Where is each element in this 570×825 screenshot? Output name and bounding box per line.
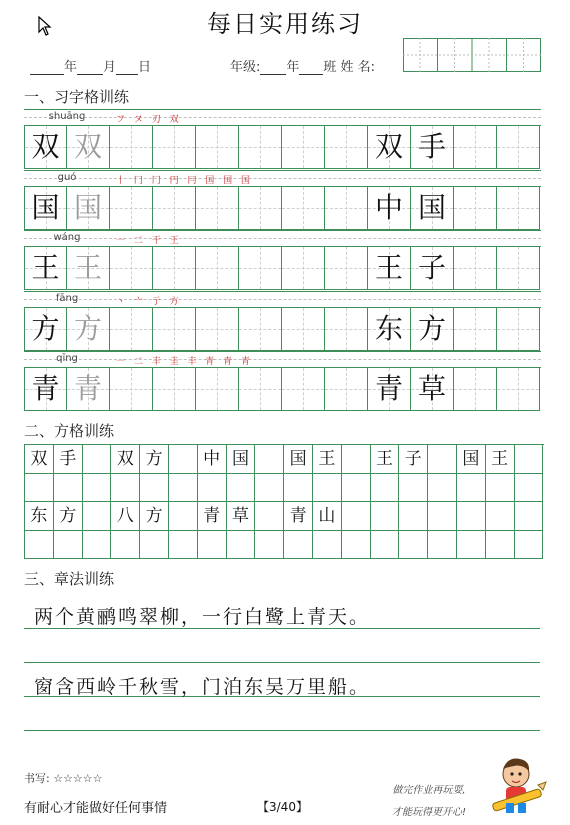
tianzige-cell[interactable] xyxy=(153,368,196,411)
stroke-order: 一 二 丰 圭 丰 青 青 青 xyxy=(116,357,254,368)
tianzige-cell[interactable] xyxy=(110,187,153,230)
page-title: 每日实用练习 xyxy=(207,10,363,38)
tianzige-cell[interactable] xyxy=(454,247,497,290)
grid-cell[interactable] xyxy=(198,531,227,560)
tianzige-cell[interactable] xyxy=(196,368,239,411)
pinyin-band xyxy=(24,351,541,368)
grid-cell[interactable]: 国 xyxy=(227,445,256,474)
tianzige-cell[interactable] xyxy=(153,308,196,351)
model-char: 王 xyxy=(374,251,403,285)
trace-char: 国 xyxy=(73,190,102,224)
grid-cell[interactable]: 双 xyxy=(25,445,54,474)
tianzige-cell[interactable] xyxy=(368,247,411,290)
pinyin: wáng xyxy=(53,232,81,244)
tianzige-cell[interactable] xyxy=(239,308,282,351)
grid-cell[interactable]: 山 xyxy=(313,502,342,531)
slogan xyxy=(392,780,466,824)
model-char: 手 xyxy=(417,130,446,163)
tianzige-cell[interactable] xyxy=(368,187,411,230)
grid-cell[interactable] xyxy=(54,474,83,503)
grid-cell[interactable] xyxy=(313,474,342,503)
boy-with-pencil-illustration xyxy=(486,752,548,816)
tianzige-cell[interactable] xyxy=(67,247,110,290)
tianzige-cell[interactable] xyxy=(325,126,368,169)
practice-row xyxy=(24,170,541,231)
tianzige-cell[interactable] xyxy=(153,247,196,290)
grid-cell[interactable]: 王 xyxy=(486,445,515,474)
tianzige-cell[interactable] xyxy=(497,187,540,230)
grid-cell[interactable] xyxy=(227,531,256,560)
model-char: 双 xyxy=(374,130,403,163)
verse-line-2: 窗含西岭千秋雪，门泊东吴万里船。 xyxy=(34,676,371,698)
tianzige-cell[interactable] xyxy=(110,126,153,169)
model-char: 方 xyxy=(417,311,446,345)
pinyin: fāng xyxy=(55,292,79,304)
grid-cell[interactable] xyxy=(255,502,284,531)
grid-cell[interactable] xyxy=(255,445,284,474)
tianzige-cell[interactable] xyxy=(368,126,411,169)
tianzige-cell[interactable] xyxy=(24,187,67,230)
tianzige-cell[interactable] xyxy=(110,368,153,411)
tianzige-cell[interactable] xyxy=(411,247,454,290)
grid-cell[interactable] xyxy=(371,474,400,503)
grid-cell[interactable]: 手 xyxy=(54,445,83,474)
grid-cell[interactable] xyxy=(140,474,169,503)
tianzige-cell[interactable] xyxy=(282,126,325,169)
tianzige-cell[interactable] xyxy=(239,187,282,230)
verse-line-1: 两个黄鹂鸣翠柳，一行白鹭上青天。 xyxy=(34,606,371,628)
grid-cell[interactable] xyxy=(111,474,140,503)
grid-cell[interactable]: 草 xyxy=(227,502,256,531)
grid-cell[interactable] xyxy=(83,474,112,503)
page-number: 【3/40】 xyxy=(257,800,308,814)
trace-char: 青 xyxy=(73,372,102,406)
grid-cell[interactable] xyxy=(111,531,140,560)
grid-cell[interactable] xyxy=(140,531,169,560)
pinyin-band xyxy=(24,291,541,308)
tianzige-cell[interactable] xyxy=(24,368,67,411)
trace-char: 双 xyxy=(73,130,102,163)
grid-cell[interactable] xyxy=(371,531,400,560)
tianzige-cell[interactable] xyxy=(239,126,282,169)
tianzige-cell[interactable] xyxy=(454,126,497,169)
grid-row xyxy=(25,502,544,531)
pinyin-band xyxy=(24,230,541,247)
model-char: 国 xyxy=(417,190,446,224)
grid-cell[interactable]: 中 xyxy=(198,445,227,474)
practice-row xyxy=(24,109,541,170)
tianzige-cell[interactable] xyxy=(282,368,325,411)
grid-cell[interactable] xyxy=(169,531,198,560)
trace-char: 王 xyxy=(73,251,102,285)
model-char: 国 xyxy=(31,190,60,224)
grid-cell[interactable] xyxy=(515,531,544,560)
grid-cell[interactable] xyxy=(515,474,544,503)
grid-cell[interactable] xyxy=(399,474,428,503)
slogan-line-1: 做完作业再玩耍, xyxy=(392,785,466,796)
stroke-order: フ ヌ 刃 双 xyxy=(116,115,182,125)
pinyin: guó xyxy=(57,171,77,183)
grid-cell[interactable]: 子 xyxy=(399,445,428,474)
tianzige-cell[interactable] xyxy=(110,308,153,351)
practice-row xyxy=(24,230,541,291)
trace-char: 方 xyxy=(73,311,102,345)
grid-cell[interactable] xyxy=(486,502,515,531)
tianzige-cell[interactable] xyxy=(497,368,540,411)
grid-cell[interactable] xyxy=(25,531,54,560)
tianzige-cell[interactable] xyxy=(411,368,454,411)
grid-cell[interactable] xyxy=(227,474,256,503)
grid-cell[interactable] xyxy=(399,502,428,531)
grid-cell[interactable]: 王 xyxy=(313,445,342,474)
pinyin: qīng xyxy=(56,353,78,365)
section3-heading: 三、章法训练 xyxy=(24,570,115,588)
grid-cell[interactable] xyxy=(457,502,486,531)
tianzige-cell[interactable] xyxy=(282,247,325,290)
tianzige-cell[interactable] xyxy=(67,187,110,230)
date-line: 年 月 日 xyxy=(30,56,151,75)
grid-cell[interactable]: 双 xyxy=(111,445,140,474)
tianzige-cell[interactable] xyxy=(196,308,239,351)
stroke-order: 丨 冂 冂 円 冃 国 国 国 xyxy=(116,175,254,186)
grid-cell[interactable] xyxy=(83,531,112,560)
grid-cell[interactable] xyxy=(313,531,342,560)
grid-cell[interactable] xyxy=(457,531,486,560)
model-char: 东 xyxy=(374,311,403,345)
tianzige-cell[interactable] xyxy=(24,247,67,290)
grid-cell[interactable] xyxy=(169,502,198,531)
tianzige-cell[interactable] xyxy=(325,368,368,411)
practice-row xyxy=(24,291,541,352)
practice-row xyxy=(24,351,541,412)
grid-cell[interactable] xyxy=(486,474,515,503)
tianzige-cell[interactable] xyxy=(196,247,239,290)
grid-cell[interactable]: 国 xyxy=(457,445,486,474)
grid-row xyxy=(25,531,544,560)
grid-cell[interactable]: 东 xyxy=(25,502,54,531)
writing-line[interactable] xyxy=(24,730,540,731)
grid-cell[interactable] xyxy=(428,531,457,560)
model-char: 子 xyxy=(417,251,446,285)
grid-cell[interactable] xyxy=(169,474,198,503)
grid-cell[interactable] xyxy=(342,474,371,503)
tianzige-cell[interactable] xyxy=(196,126,239,169)
tianzige-cell[interactable] xyxy=(67,126,110,169)
model-char: 青 xyxy=(31,372,60,406)
tianzige-cell[interactable] xyxy=(239,368,282,411)
grid-cell[interactable] xyxy=(457,474,486,503)
grid-cell[interactable]: 国 xyxy=(284,445,313,474)
grid-cell[interactable] xyxy=(486,531,515,560)
tianzige-cell[interactable] xyxy=(24,308,67,351)
grid-cell[interactable] xyxy=(515,445,544,474)
grid-cell[interactable] xyxy=(428,445,457,474)
tianzige-cell[interactable] xyxy=(454,368,497,411)
model-char: 中 xyxy=(374,190,403,224)
grid-cell[interactable] xyxy=(515,502,544,531)
tianzige-cell[interactable] xyxy=(153,187,196,230)
tianzige-cell[interactable] xyxy=(67,368,110,411)
tianzige-cell[interactable] xyxy=(454,187,497,230)
tianzige-cell[interactable] xyxy=(153,126,196,169)
tianzige-cell[interactable] xyxy=(282,187,325,230)
grid-cell[interactable]: 方 xyxy=(54,502,83,531)
grid-cell[interactable]: 八 xyxy=(111,502,140,531)
name-grid[interactable] xyxy=(403,38,541,72)
grid-cell[interactable] xyxy=(83,445,112,474)
grid-cell[interactable] xyxy=(284,474,313,503)
tianzige-cell[interactable] xyxy=(239,247,282,290)
tianzige-cell[interactable] xyxy=(67,308,110,351)
section2-heading: 二、方格训练 xyxy=(24,422,115,440)
tianzige-cell[interactable] xyxy=(411,187,454,230)
grid-cell[interactable]: 方 xyxy=(140,445,169,474)
square-grid xyxy=(24,444,544,559)
model-char: 王 xyxy=(31,251,60,285)
writing-line[interactable] xyxy=(24,662,540,663)
section1-heading: 一、习字格训练 xyxy=(24,88,130,106)
grid-cell[interactable] xyxy=(342,502,371,531)
grid-cell[interactable] xyxy=(255,474,284,503)
stroke-order: 一 二 干 王 xyxy=(116,236,182,247)
grid-cell[interactable] xyxy=(25,474,54,503)
grid-cell[interactable] xyxy=(198,474,227,503)
motto: 有耐心才能做好任何事情 xyxy=(24,801,168,816)
pinyin: shuāng xyxy=(48,111,86,122)
grid-cell[interactable] xyxy=(371,502,400,531)
tianzige-cell[interactable] xyxy=(411,126,454,169)
grid-cell[interactable] xyxy=(255,531,284,560)
tianzige-cell[interactable] xyxy=(325,187,368,230)
tianzige-cell[interactable] xyxy=(282,308,325,351)
rating-stars: 书写: ☆☆☆☆☆ xyxy=(24,772,103,785)
tianzige-cell[interactable] xyxy=(411,308,454,351)
practice-grid xyxy=(24,109,541,412)
grid-cell[interactable]: 王 xyxy=(371,445,400,474)
slogan-line-2: 才能玩得更开心! xyxy=(392,807,467,818)
grid-cell[interactable]: 青 xyxy=(198,502,227,531)
tianzige-cell[interactable] xyxy=(325,308,368,351)
tianzige-cell[interactable] xyxy=(196,187,239,230)
tianzige-cell[interactable] xyxy=(325,247,368,290)
tianzige-cell[interactable] xyxy=(497,308,540,351)
grid-cell[interactable] xyxy=(428,474,457,503)
tianzige-cell[interactable] xyxy=(368,368,411,411)
grid-cell[interactable] xyxy=(428,502,457,531)
tianzige-cell[interactable] xyxy=(497,126,540,169)
tianzige-cell[interactable] xyxy=(110,247,153,290)
tianzige-cell[interactable] xyxy=(368,308,411,351)
class-name-line: 年级: 年 班 姓 名: xyxy=(230,60,376,75)
stroke-order: 丶 亠 亍 方 xyxy=(116,296,182,307)
grid-cell[interactable] xyxy=(169,445,198,474)
tianzige-cell[interactable] xyxy=(24,126,67,169)
grid-cell[interactable] xyxy=(342,445,371,474)
model-char: 青 xyxy=(374,372,403,406)
grid-row xyxy=(25,445,544,474)
grid-cell[interactable]: 青 xyxy=(284,502,313,531)
grid-cell[interactable] xyxy=(399,531,428,560)
pinyin-band xyxy=(24,170,541,187)
grid-row xyxy=(25,474,544,503)
pinyin-band xyxy=(24,109,541,126)
model-char: 草 xyxy=(417,372,446,406)
grid-cell[interactable] xyxy=(54,531,83,560)
grid-cell[interactable] xyxy=(284,531,313,560)
grid-cell[interactable] xyxy=(83,502,112,531)
tianzige-cell[interactable] xyxy=(454,308,497,351)
grid-cell[interactable]: 方 xyxy=(140,502,169,531)
tianzige-cell[interactable] xyxy=(497,247,540,290)
model-char: 双 xyxy=(31,130,60,163)
model-char: 方 xyxy=(31,311,60,345)
grid-cell[interactable] xyxy=(342,531,371,560)
